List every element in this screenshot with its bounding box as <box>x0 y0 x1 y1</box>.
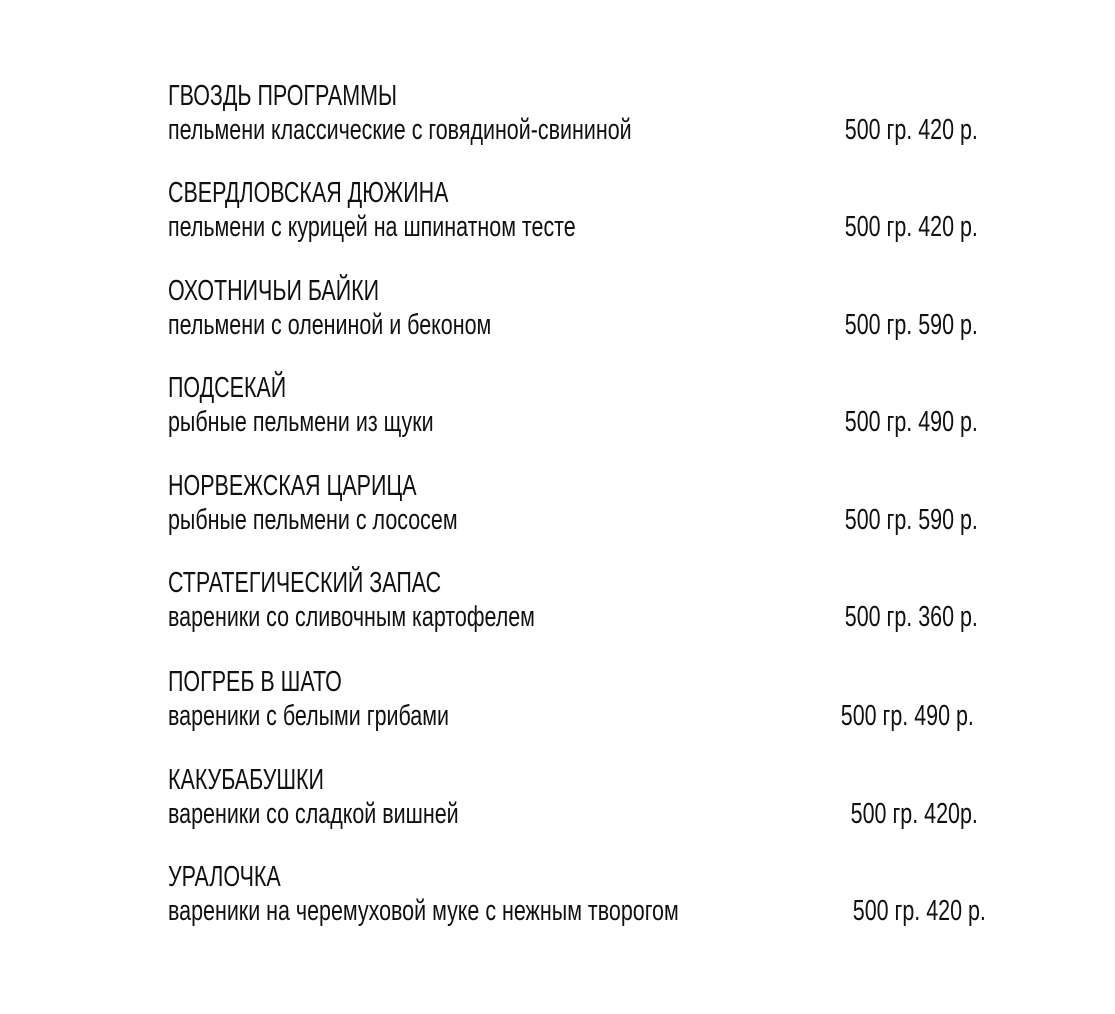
item-title: НОРВЕЖСКАЯ ЦАРИЦА <box>168 470 417 502</box>
item-price: 500 гр. 490 р. <box>844 406 978 438</box>
menu-item <box>168 666 998 746</box>
item-price: 500 гр. 360 р. <box>844 601 978 633</box>
item-price: 500 гр. 420 р. <box>844 114 978 146</box>
item-price: 500 гр. 590 р. <box>844 309 978 341</box>
item-description: рыбные пельмени из щуки <box>168 406 434 438</box>
item-description: вареники со сливочным картофелем <box>168 601 535 633</box>
item-price: 500 гр. 420 р. <box>852 895 986 927</box>
item-price: 500 гр. 420 р. <box>844 211 978 243</box>
item-title: СВЕРДЛОВСКАЯ ДЮЖИНА <box>168 177 449 209</box>
menu-item <box>168 275 998 355</box>
item-title: КАКУБАБУШКИ <box>168 764 324 796</box>
item-description: пельмени классические с говядиной-свининой <box>168 114 632 146</box>
item-title: СТРАТЕГИЧЕСКИЙ ЗАПАС <box>168 567 442 599</box>
menu-item <box>168 177 998 257</box>
item-description: пельмени с олениной и беконом <box>168 309 492 341</box>
item-title: ОХОТНИЧЬИ БАЙКИ <box>168 275 380 307</box>
item-description: пельмени с курицей на шпинатном тесте <box>168 211 576 243</box>
menu-item <box>168 861 998 941</box>
item-title: ПОДСЕКАЙ <box>168 372 287 404</box>
item-title: ГВОЗДЬ ПРОГРАММЫ <box>168 80 397 112</box>
menu-item <box>168 567 998 647</box>
item-description: вареники со сладкой вишней <box>168 798 459 830</box>
item-description: вареники на черемуховой муке с нежным творогом <box>168 895 679 927</box>
item-description: рыбные пельмени с лососем <box>168 504 458 536</box>
menu-item <box>168 372 998 452</box>
item-title: УРАЛОЧКА <box>168 861 281 893</box>
item-title: ПОГРЕБ В ШАТО <box>168 666 342 698</box>
menu-item <box>168 764 998 844</box>
item-price: 500 гр. 590 р. <box>844 504 978 536</box>
menu-item <box>168 470 998 550</box>
item-description: вареники с белыми грибами <box>168 700 449 732</box>
item-price: 500 гр. 420р. <box>850 798 978 830</box>
menu-item <box>168 80 998 160</box>
item-price: 500 гр. 490 р. <box>840 700 974 732</box>
